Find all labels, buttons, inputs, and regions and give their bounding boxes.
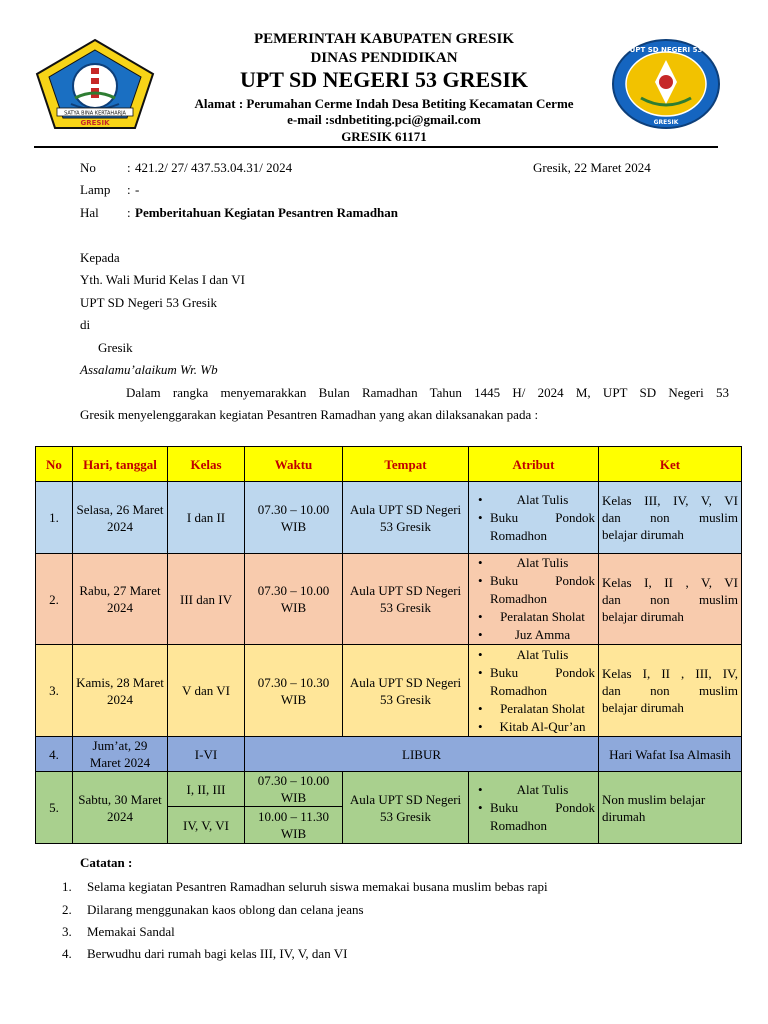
row-time: 07.30 – 10.00 WIB	[245, 772, 343, 807]
note-line: dan non muslim	[602, 683, 738, 698]
row-class: IV, V, VI	[168, 807, 245, 844]
note-item	[62, 946, 347, 962]
greeting: Assalamu’alaikum Wr. Wb	[80, 362, 218, 377]
letterhead-divider	[34, 146, 718, 148]
row-note	[599, 482, 742, 554]
note-text: Dilarang menggunakan kaos oblong dan celana jeans	[87, 902, 364, 917]
attribute-item: • Alat Tulis	[490, 646, 595, 664]
attribute-item: • Juz Amma	[490, 626, 595, 644]
row-time: 07.30 – 10.30 WIB	[245, 645, 343, 737]
header-cell: No	[36, 447, 73, 482]
note-line: belajar dirumah	[602, 700, 684, 715]
to-label: Kepada	[80, 250, 120, 265]
logo-city-text: GRESIK	[80, 119, 110, 127]
table-row	[36, 772, 742, 807]
row-note	[599, 645, 742, 737]
subject-value: Pemberitahuan Kegiatan Pesantren Ramadhan	[135, 205, 399, 220]
department-name: DINAS PENDIDIKAN	[310, 50, 458, 66]
note-text: Selama kegiatan Pesantren Ramadhan seluruh siswa memakai busana muslim bebas rapi	[87, 879, 548, 894]
row-place: Aula UPT SD Negeri 53 Gresik	[343, 772, 469, 844]
note-number: 4.	[62, 946, 72, 961]
row-number: 5.	[36, 772, 73, 844]
row-day: Kamis, 28 Maret 2024	[73, 645, 168, 737]
table-row	[36, 482, 742, 554]
di-label: di	[80, 317, 91, 332]
government-name: PEMERINTAH KABUPATEN GRESIK	[253, 31, 515, 47]
logo-city-text: GRESIK	[653, 119, 679, 126]
row-time: 07.30 – 10.00 WIB	[245, 554, 343, 645]
schedule-table	[35, 446, 742, 844]
row-class: V dan VI	[168, 645, 245, 737]
note-text: Berwudhu dari rumah bagi kelas III, IV, V, dan VI	[87, 946, 348, 961]
body-paragraph-line-2: Gresik menyelenggarakan kegiatan Pesantren Ramadhan yang akan dilaksanakan pada :	[80, 407, 539, 422]
notes-title: Catatan :	[80, 855, 133, 870]
attribute-item: • Peralatan Sholat	[490, 608, 595, 626]
letter-number: 421.2/ 27/ 437.53.04.31/ 2024	[135, 160, 293, 175]
school-address: Alamat : Perumahan Cerme Indah Desa Betiting Kecamatan Cerme	[194, 96, 574, 111]
attribute-item: • Alat Tulis	[490, 781, 595, 799]
row-time: 10.00 – 11.30 WIB	[245, 807, 343, 844]
table-row	[36, 737, 742, 772]
note-number: 1.	[62, 879, 72, 894]
row-note	[599, 554, 742, 645]
attribute-item: • Alat Tulis	[490, 491, 595, 509]
note-line: belajar dirumah	[602, 527, 684, 542]
row-note: Non muslim belajar dirumah	[599, 772, 742, 844]
header-cell: Waktu	[245, 447, 343, 482]
table-row	[36, 645, 742, 737]
attribute-item: • Alat Tulis	[490, 554, 595, 572]
row-number: 4.	[36, 737, 73, 772]
table-row	[36, 554, 742, 645]
school-postcode: GRESIK 61171	[341, 129, 427, 144]
row-place: Aula UPT SD Negeri 53 Gresik	[343, 554, 469, 645]
recipient-name: Yth. Wali Murid Kelas I dan VI	[80, 272, 245, 287]
row-number: 2.	[36, 554, 73, 645]
school-email: e-mail :sdnbetiting.pci@gmail.com	[287, 112, 481, 127]
note-line: belajar dirumah	[602, 608, 684, 624]
row-place: Aula UPT SD Negeri 53 Gresik	[343, 645, 469, 737]
recipient-org: UPT SD Negeri 53 Gresik	[80, 295, 217, 310]
header-cell: Hari, tanggal	[73, 447, 168, 482]
row-attributes	[469, 554, 599, 645]
note-line: Kelas III, IV, V, VI	[602, 493, 738, 508]
subject-colon: :	[127, 205, 131, 220]
row-time: 07.30 – 10.00 WIB	[245, 482, 343, 554]
number-label: No	[80, 160, 96, 175]
attribute-item: • Buku Pondok Romadhon	[490, 799, 595, 835]
row-note: Hari Wafat Isa Almasih	[599, 737, 742, 772]
row-number: 3.	[36, 645, 73, 737]
table-header-row	[36, 447, 742, 482]
row-attributes	[469, 645, 599, 737]
note-text: Memakai Sandal	[87, 924, 175, 939]
row-class: I-VI	[168, 737, 245, 772]
subject-label: Hal	[80, 205, 99, 220]
note-number: 3.	[62, 924, 72, 939]
attribute-item: • Peralatan Sholat	[490, 700, 595, 718]
header-cell: Ket	[599, 447, 742, 482]
row-number: 1.	[36, 482, 73, 554]
note-item	[62, 879, 548, 895]
note-item	[62, 924, 175, 940]
row-day: Rabu, 27 Maret 2024	[73, 554, 168, 645]
attribute-item: • Buku Pondok Romadhon	[490, 664, 595, 700]
attribute-item: • Kitab Al-Qur’an	[490, 718, 595, 736]
header-cell: Atribut	[469, 447, 599, 482]
place-date: Gresik, 22 Maret 2024	[533, 160, 651, 175]
note-number: 2.	[62, 902, 72, 917]
row-attributes	[469, 772, 599, 844]
note-line: Kelas I, II , V, VI	[602, 574, 738, 590]
row-class: I, II, III	[168, 772, 245, 807]
row-attributes	[469, 482, 599, 554]
attachment-label: Lamp	[80, 182, 111, 197]
header-cell: Tempat	[343, 447, 469, 482]
attachment-value: -	[135, 182, 140, 197]
row-day: Jum’at, 29 Maret 2024	[73, 737, 168, 772]
row-class: III dan IV	[168, 554, 245, 645]
row-day: Selasa, 26 Maret 2024	[73, 482, 168, 554]
school-name: UPT SD NEGERI 53 GRESIK	[239, 67, 529, 92]
number-colon: :	[127, 160, 131, 175]
recipient-city: Gresik	[98, 340, 133, 355]
logo-school-text: UPT SD NEGERI 53	[629, 46, 703, 54]
row-class: I dan II	[168, 482, 245, 554]
attachment-colon: :	[127, 182, 131, 197]
logo-motto: SATYA BINA KERTAHARJA	[64, 110, 126, 117]
row-place: Aula UPT SD Negeri 53 Gresik	[343, 482, 469, 554]
row-day: Sabtu, 30 Maret 2024	[73, 772, 168, 844]
note-line: Kelas I, II , III, IV,	[602, 666, 738, 681]
note-item	[62, 902, 364, 918]
body-paragraph-line-1: Dalam rangka menyemarakkan Bulan Ramadhan Tahun 1445 H/ 2024 M, UPT SD Negeri 53	[126, 385, 729, 400]
note-line: dan non muslim	[602, 591, 738, 607]
note-line: dan non muslim	[602, 510, 738, 525]
attribute-item: • Buku Pondok Romadhon	[490, 509, 595, 545]
row-holiday: LIBUR	[245, 737, 599, 772]
attribute-item: • Buku Pondok Romadhon	[490, 572, 595, 608]
header-cell: Kelas	[168, 447, 245, 482]
